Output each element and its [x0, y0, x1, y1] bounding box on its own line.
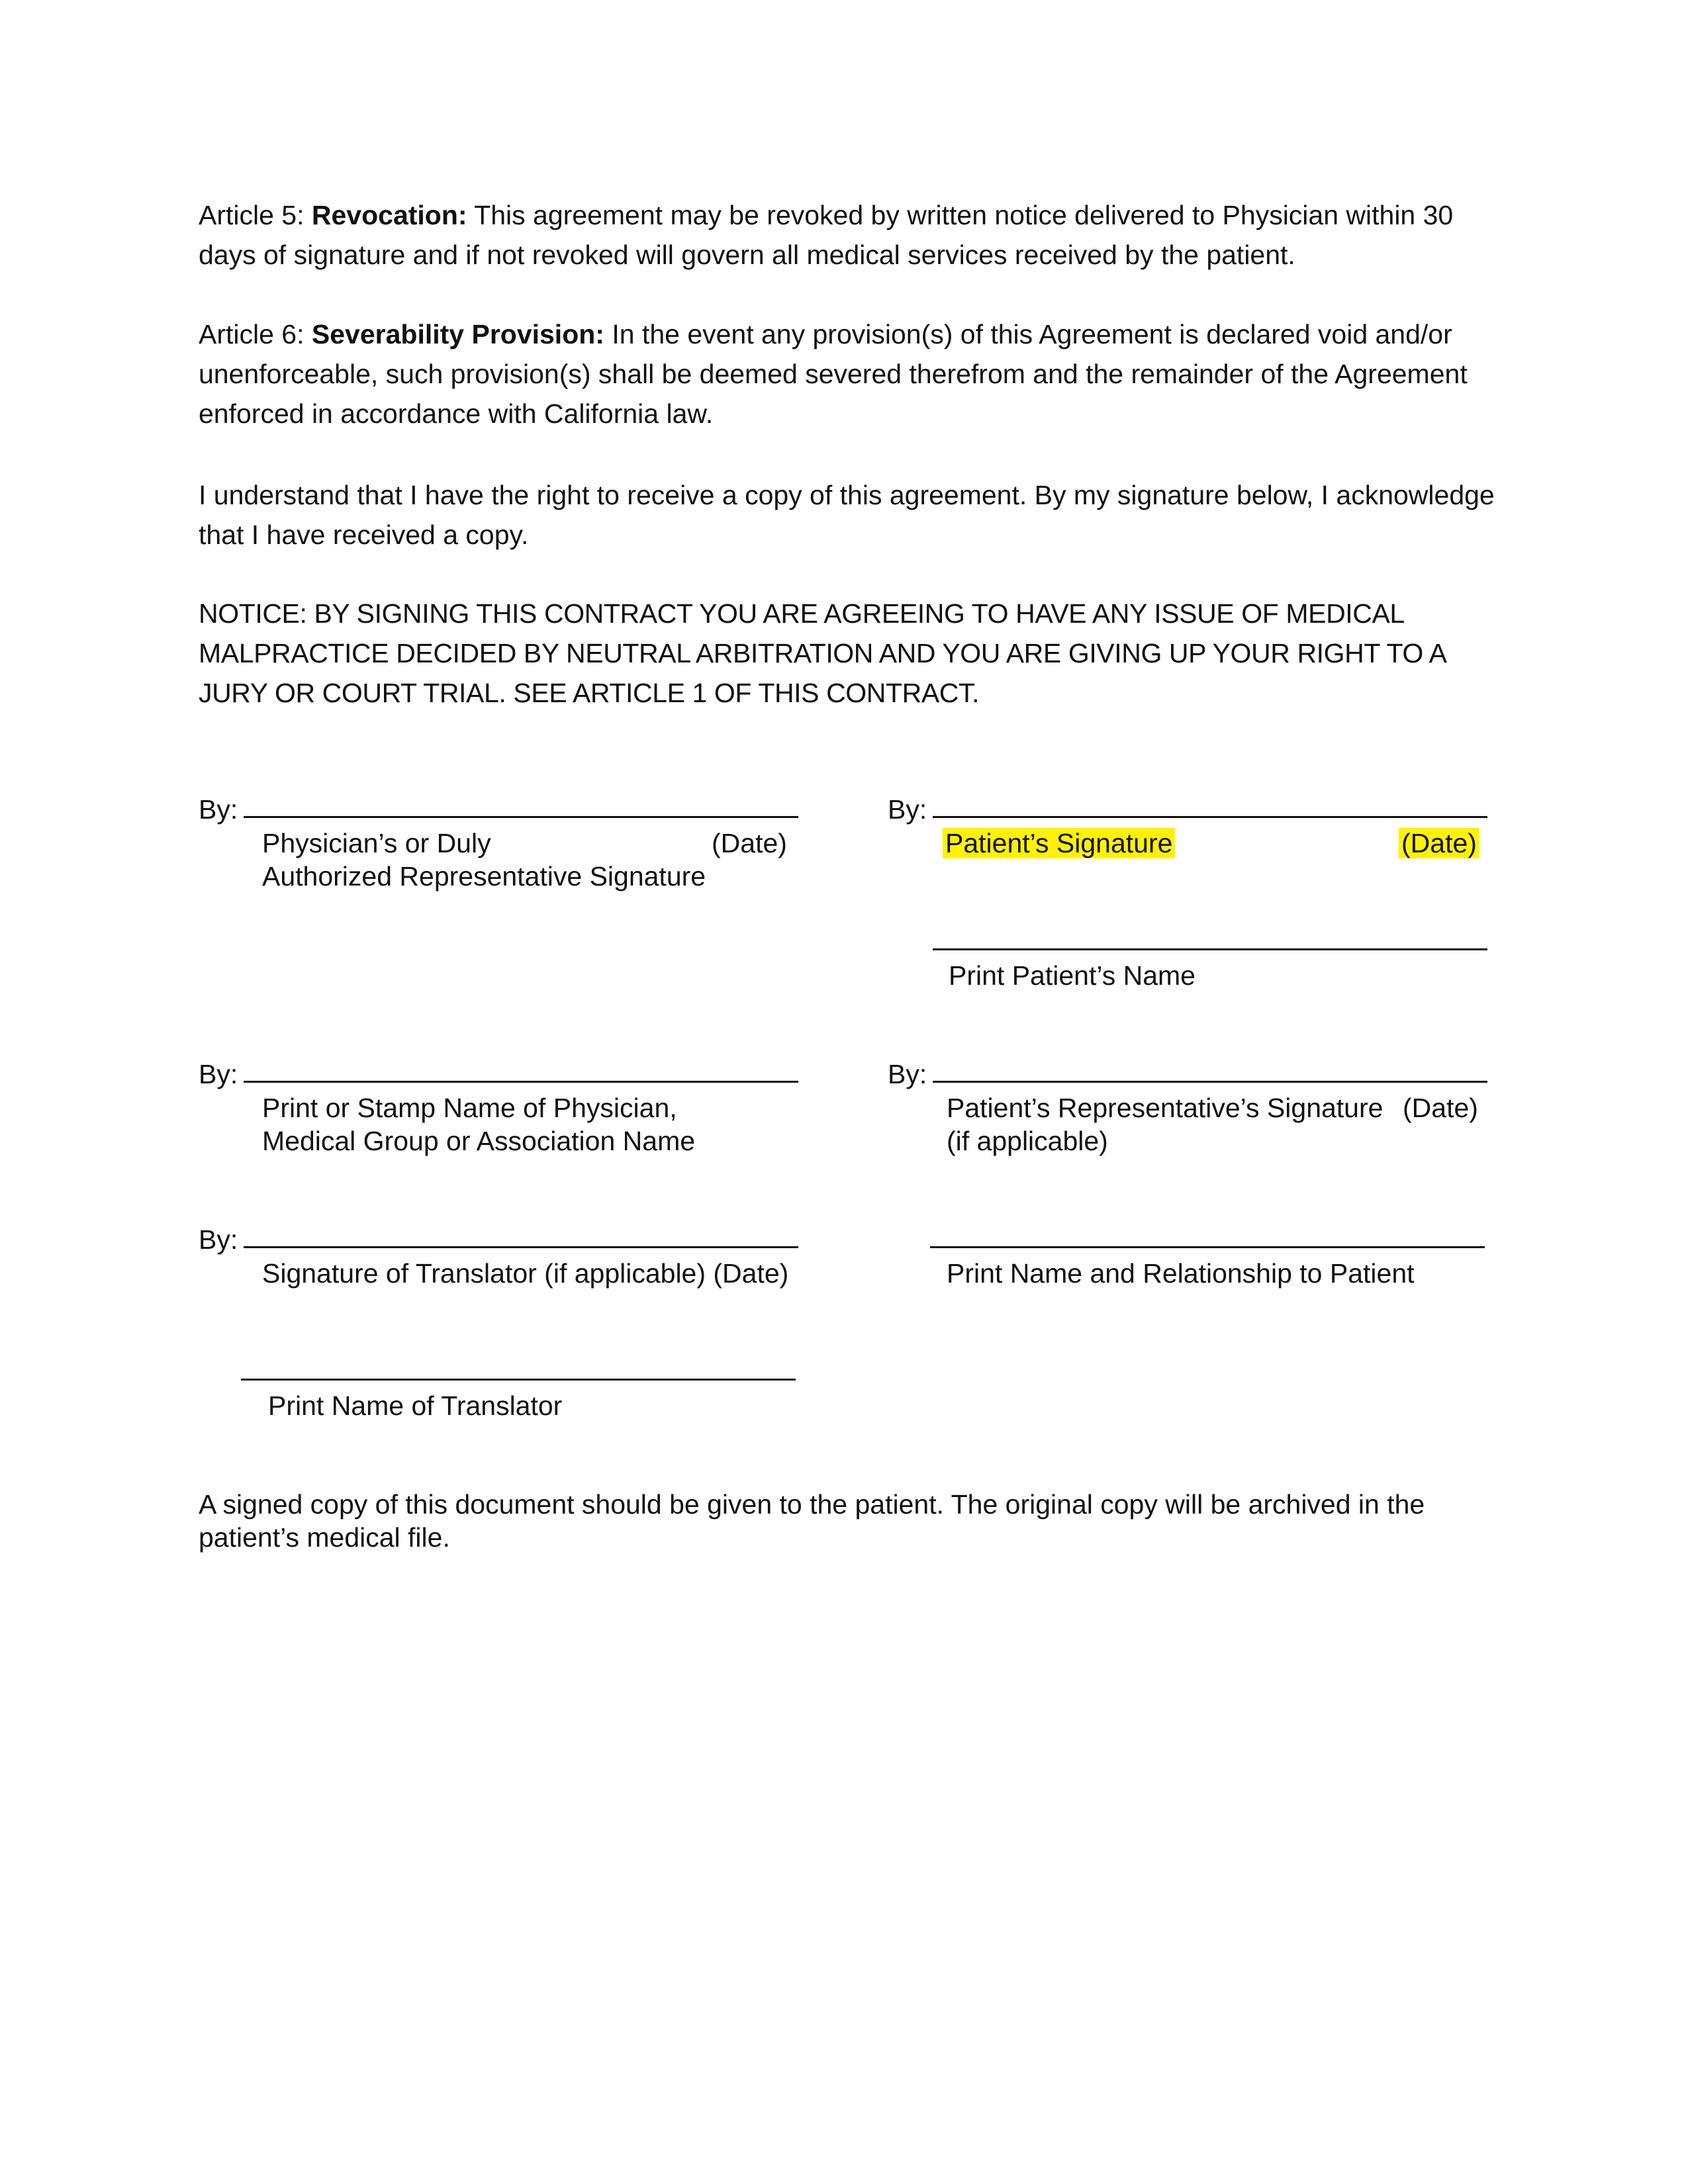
article-5-title: Revocation:	[311, 200, 467, 230]
patient-name-line[interactable]	[933, 948, 1487, 950]
footer-note: A signed copy of this document should be given to the patient. The original copy will be archived in the patient’s medical file.	[199, 1489, 1425, 1553]
patient-name-caption: Print Patient’s Name	[949, 960, 1196, 991]
translator-by-label: By:	[199, 1224, 238, 1255]
article-5-text: This agreement may be revoked by written notice delivered to Physician within 30 days of signature and if not revoked will govern all medical services received by the patient.	[199, 200, 1454, 270]
acknowledgement-paragraph: I understand that I have the right to receive a copy of this agreement. By my signature below, I acknowledge that I have received a copy.	[199, 480, 1495, 550]
patient-date-label: (Date)	[1399, 828, 1479, 858]
physician-caption-line2: Authorized Representative Signature	[262, 861, 706, 891]
physician-date-label: (Date)	[712, 828, 787, 858]
patient-signature-line[interactable]	[933, 816, 1487, 818]
relationship-line[interactable]	[930, 1246, 1485, 1248]
physician-by-label: By:	[199, 794, 238, 825]
physician-name-caption-line1: Print or Stamp Name of Physician,	[262, 1093, 677, 1123]
patient-by-label: By:	[888, 794, 927, 825]
article-5-prefix: Article 5:	[199, 200, 312, 230]
article-5-paragraph	[199, 195, 1496, 275]
physician-name-caption-line2: Medical Group or Association Name	[262, 1126, 696, 1156]
translator-name-line[interactable]	[241, 1379, 796, 1381]
patient-signature-caption	[943, 827, 1175, 860]
physician-caption-line1: Physician’s or Duly	[262, 828, 491, 858]
translator-name-caption: Print Name of Translator	[268, 1390, 563, 1421]
physician-name-line[interactable]	[244, 1081, 798, 1083]
relationship-caption: Print Name and Relationship to Patient	[947, 1258, 1415, 1289]
arbitration-notice: NOTICE: BY SIGNING THIS CONTRACT YOU ARE AGREEING TO HAVE ANY ISSUE OF MEDICAL MALPRACTICE DECIDED BY NEUTRAL ARBITRATION AND YOU ARE GIVING UP YOUR RIGHT TO A JURY OR COURT TRIAL. SEE ARTICLE 1 OF THIS CONTRACT.	[199, 598, 1446, 708]
patient-date-caption	[1399, 827, 1479, 860]
translator-signature-line[interactable]	[244, 1246, 798, 1248]
patient-rep-date-label: (Date)	[1403, 1093, 1478, 1123]
patient-signature-label: Patient’s Signature	[943, 828, 1175, 858]
physician-name-by-label: By:	[199, 1059, 238, 1089]
patient-rep-signature-line[interactable]	[933, 1081, 1487, 1083]
patient-rep-by-label: By:	[888, 1059, 927, 1089]
patient-rep-caption-line1: Patient’s Representative’s Signature	[947, 1093, 1383, 1123]
patient-rep-caption-line2: (if applicable)	[947, 1126, 1108, 1156]
article-6-text: In the event any provision(s) of this Agreement is declared void and/or unenforceable, such provision(s) shall be deemed severed therefrom and the remainder of the Agreement enforced in accordance with California law.	[199, 319, 1468, 429]
article-6-title: Severability Provision:	[311, 319, 604, 349]
translator-signature-caption: Signature of Translator (if applicable) (Date)	[262, 1258, 789, 1289]
article-6-paragraph	[199, 314, 1496, 433]
physician-signature-line[interactable]	[244, 816, 798, 818]
article-6-prefix: Article 6:	[199, 319, 312, 349]
